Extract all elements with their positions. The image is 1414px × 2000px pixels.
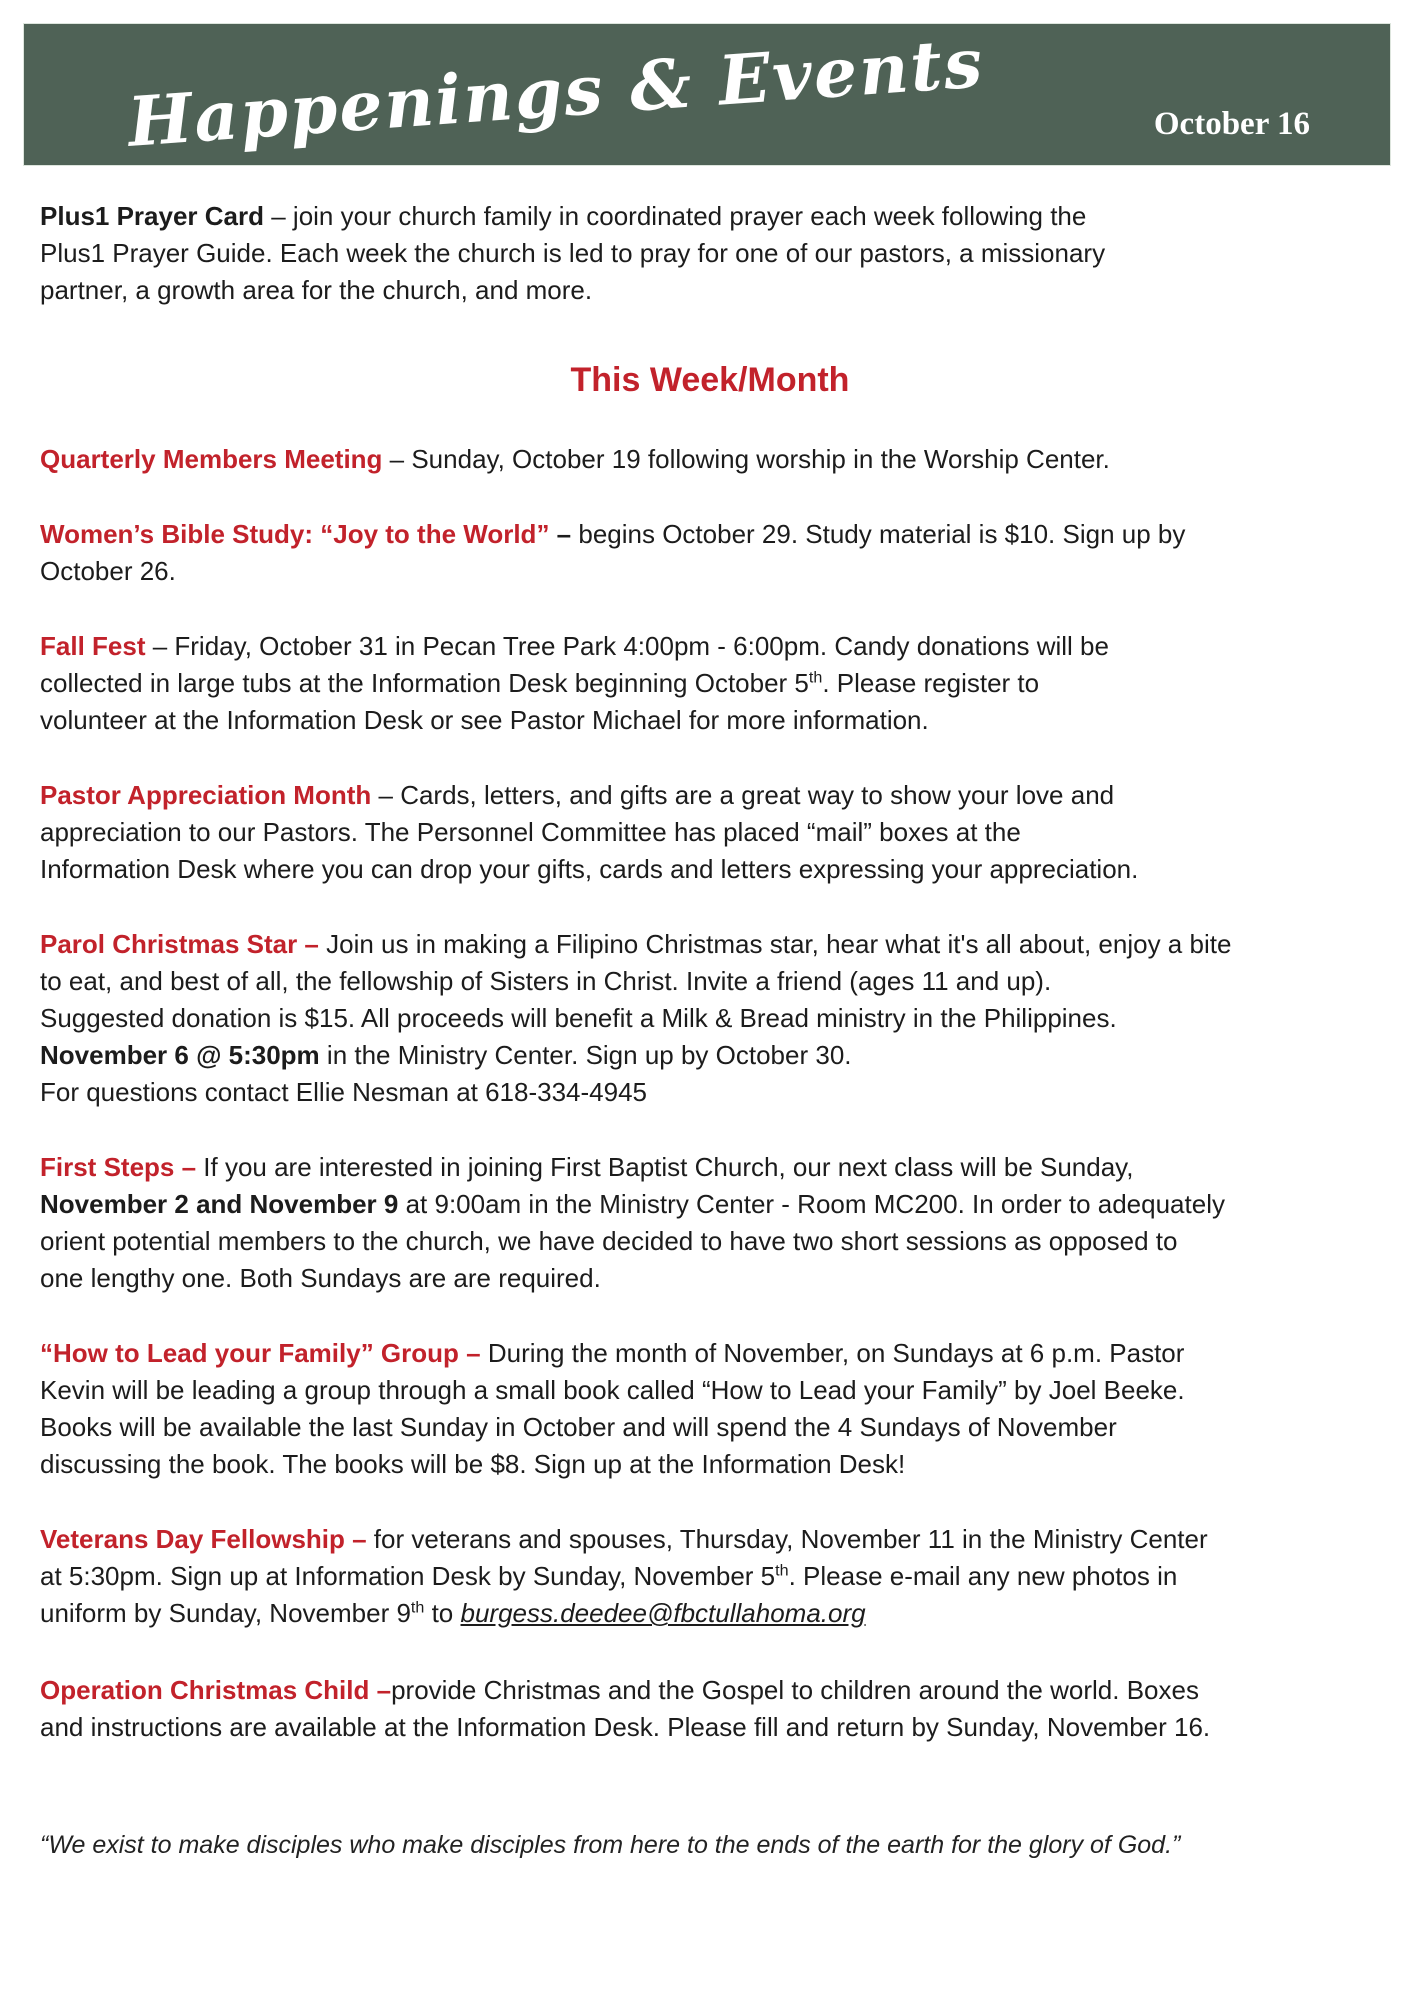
text-run: begins October 29. Study material is $10. Sign up by	[578, 519, 1186, 549]
event-quarterly-members-meeting	[40, 441, 1380, 478]
text-run: October 26.	[40, 556, 176, 586]
event-title: Quarterly Members Meeting	[40, 444, 383, 474]
banner-date: October 16	[1153, 106, 1310, 142]
text-run: at 5:30pm. Sign up at Information Desk by Sunday, November 5	[40, 1561, 776, 1591]
event-first-steps	[40, 1149, 1380, 1297]
text-run: . Please e-mail any new photos in	[788, 1561, 1178, 1591]
banner-title: Happenings & Events	[125, 23, 987, 163]
event-womens-bible-study	[40, 516, 1380, 590]
event-pastor-appreciation-month	[40, 777, 1380, 888]
text-run: Books will be available the last Sunday in October and will spend the 4 Sundays of November	[40, 1412, 1117, 1442]
event-how-to-lead-your-family-group	[40, 1335, 1380, 1483]
text-run: Kevin will be leading a group through a small book called “How to Lead your Family” by Joel Beeke.	[40, 1375, 1185, 1405]
text-run: – Friday, October 31 in Pecan Tree Park 4:00pm - 6:00pm. Candy donations will be	[145, 631, 1109, 661]
intro-paragraph-plus1-prayer-card	[40, 198, 1380, 309]
text-run: – join your church family in coordinated prayer each week following the	[264, 201, 1087, 231]
text-run: in the Ministry Center. Sign up by October 30.	[319, 1040, 852, 1070]
text-run: During the month of November, on Sundays at 6 p.m. Pastor	[480, 1338, 1185, 1368]
text-run: orient potential members to the church, we have decided to have two short sessions as opposed to	[40, 1226, 1178, 1256]
section-heading-this-week-month: This Week/Month	[570, 361, 850, 399]
event-title: Women’s Bible Study: “Joy to the World”	[40, 519, 550, 549]
text-run: partner, a growth area for the church, and more.	[40, 275, 593, 305]
text-run: discussing the book. The books will be $8. Sign up at the Information Desk!	[40, 1449, 906, 1479]
text-run: Join us in making a Filipino Christmas star, hear what it's all about, enjoy a bite	[318, 929, 1232, 959]
event-title: Fall Fest	[40, 631, 146, 661]
text-run: and instructions are available at the Information Desk. Please fill and return by Sunday, November 16.	[40, 1712, 1211, 1742]
ordinal-suffix: th	[775, 1561, 789, 1580]
text-run: . Please register to	[822, 668, 1040, 698]
mission-statement-quote: “We exist to make disciples who make disciples from here to the ends of the earth for the glory of God.”	[40, 1831, 1181, 1859]
text-run: Information Desk where you can drop your gifts, cards and letters expressing your appreciation.	[40, 854, 1139, 884]
text-run: one lengthy one. Both Sundays are are required.	[40, 1263, 601, 1293]
text-run: –	[549, 519, 579, 549]
event-operation-christmas-child	[40, 1672, 1380, 1746]
event-title: Parol Christmas Star –	[40, 929, 319, 959]
text-run: collected in large tubs at the Information Desk beginning October 5	[40, 668, 809, 698]
text-run: at 9:00am in the Ministry Center - Room MC200. In order to adequately	[398, 1189, 1225, 1219]
text-run: For questions contact Ellie Nesman at 618-334-4945	[40, 1077, 648, 1107]
text-run: – Sunday, October 19 following worship in the Worship Center.	[382, 444, 1110, 474]
bulletin-content	[0, 166, 1414, 1862]
text-run: volunteer at the Information Desk or see Pastor Michael for more information.	[40, 705, 929, 735]
text-run: for veterans and spouses, Thursday, November 11 in the Ministry Center	[366, 1524, 1208, 1554]
text-run: Suggested donation is $15. All proceeds will benefit a Milk & Bread ministry in the Philippines.	[40, 1003, 1117, 1033]
text-run: If you are interested in joining First Baptist Church, our next class will be Sunday,	[196, 1152, 1134, 1182]
text-run: Plus1 Prayer Card	[40, 201, 265, 231]
event-title: Pastor Appreciation Month	[40, 780, 372, 810]
event-fall-fest	[40, 628, 1380, 739]
text-run: Plus1 Prayer Guide. Each week the church is led to pray for one of our pastors, a missionary	[40, 238, 1106, 268]
event-title: “How to Lead your Family” Group –	[40, 1338, 481, 1368]
ordinal-suffix: th	[808, 668, 823, 687]
ordinal-suffix: th	[410, 1598, 425, 1617]
event-veterans-day-fellowship	[40, 1521, 1380, 1632]
text-run: provide Christmas and the Gospel to children around the world. Boxes	[391, 1675, 1199, 1705]
text-run: uniform by Sunday, November 9	[40, 1598, 411, 1628]
event-title: Operation Christmas Child –	[40, 1675, 392, 1705]
email-link[interactable]: burgess.deedee@fbctullahoma.org	[460, 1598, 866, 1628]
event-title: Veterans Day Fellowship –	[40, 1524, 367, 1554]
text-run: appreciation to our Pastors. The Personnel Committee has placed “mail” boxes at the	[40, 817, 1021, 847]
text-run: to eat, and best of all, the fellowship of Sisters in Christ. Invite a friend (ages 11 and up).	[40, 966, 1052, 996]
event-title: First Steps –	[40, 1152, 197, 1182]
text-run: to	[424, 1598, 461, 1628]
text-run: November 6 @ 5:30pm	[40, 1040, 320, 1070]
text-run: November 2 and November 9	[40, 1189, 399, 1219]
text-run: – Cards, letters, and gifts are a great way to show your love and	[371, 780, 1115, 810]
header-banner	[23, 23, 1391, 166]
event-parol-christmas-star	[40, 926, 1380, 1111]
